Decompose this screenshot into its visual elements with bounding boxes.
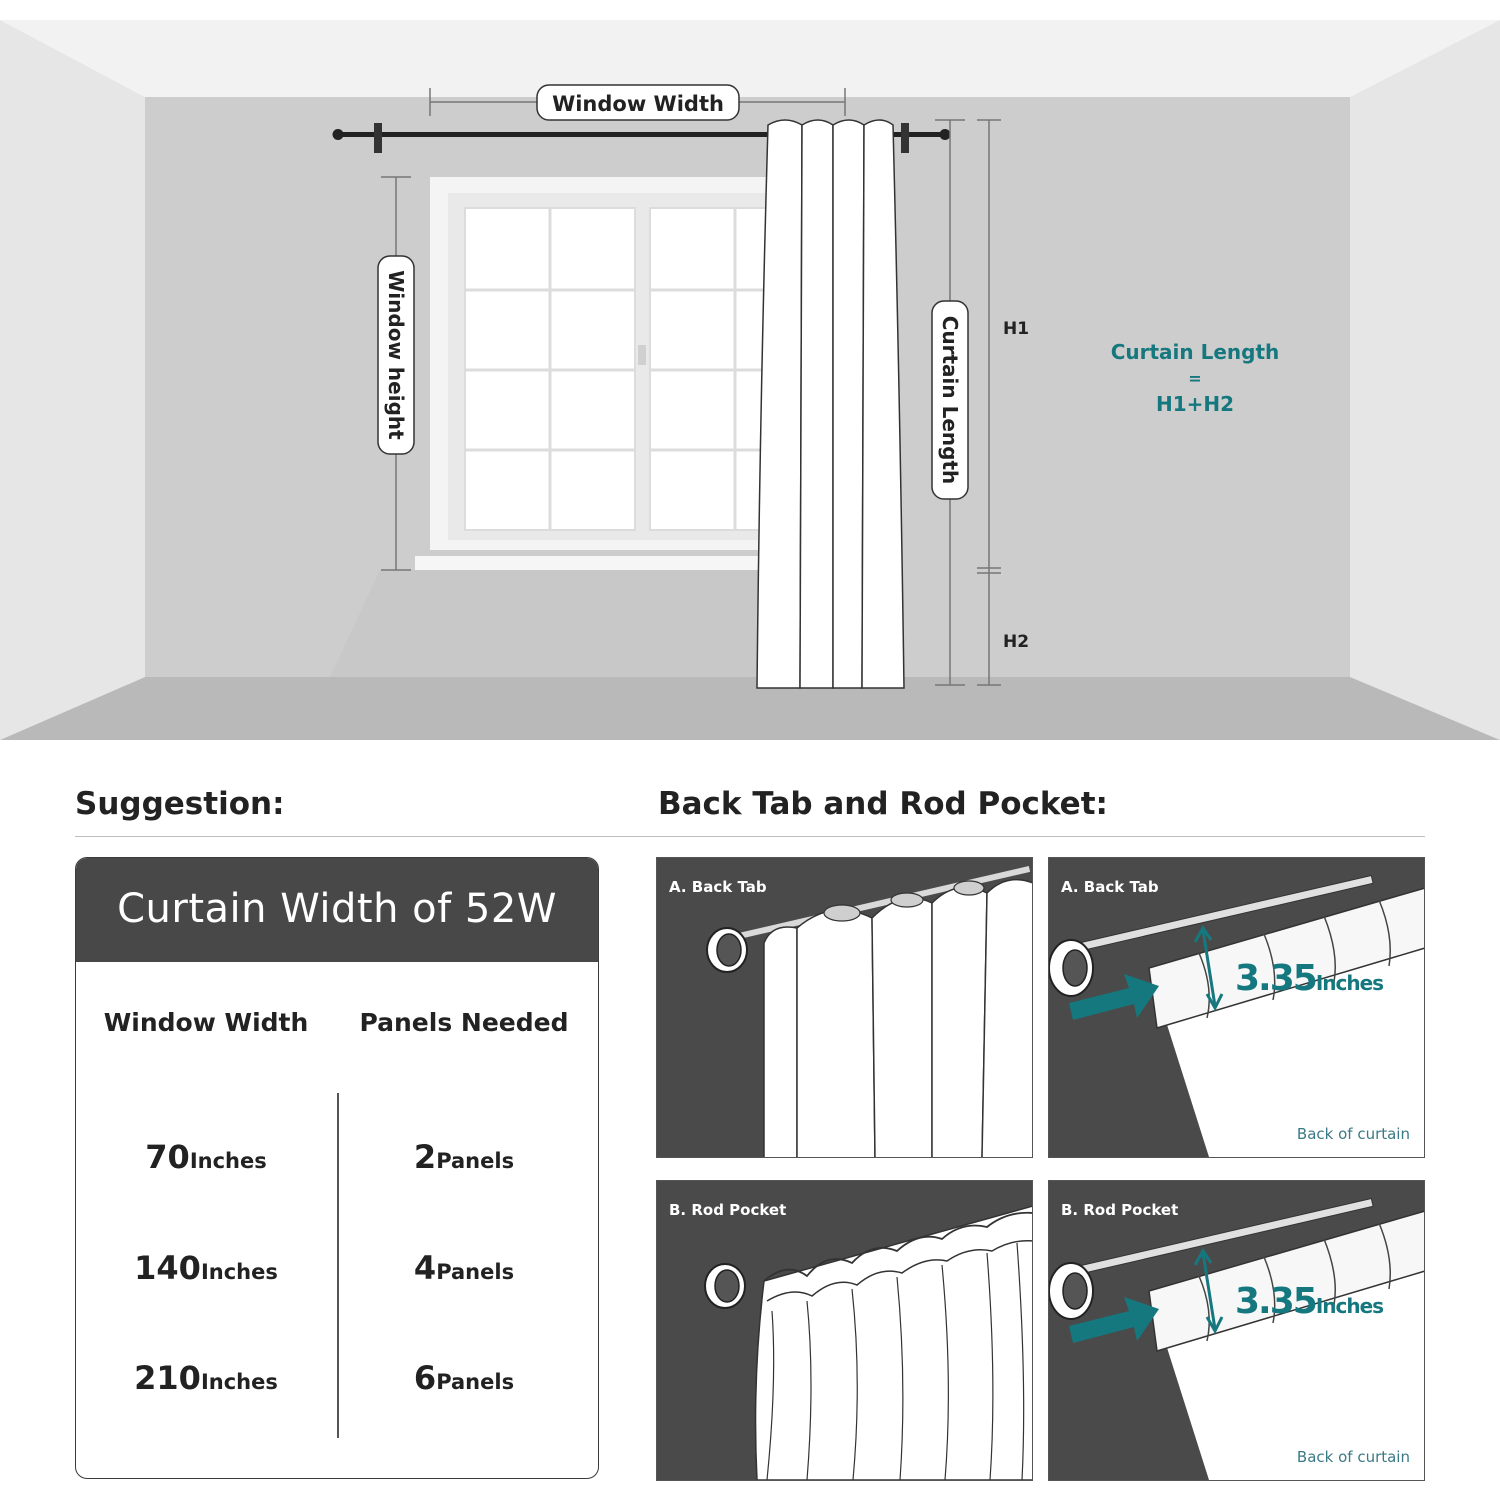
column-header-panels-needed: Panels Needed <box>359 1008 569 1037</box>
table-row-1-width <box>76 1138 336 1176</box>
width-value: 140 <box>134 1249 201 1287</box>
panels-value: 4 <box>413 1249 437 1287</box>
rod-pocket-front-illustration <box>657 1181 1032 1480</box>
measurement-label <box>1235 958 1383 999</box>
room-diagram <box>0 0 1500 740</box>
table-row-3-panels <box>334 1359 594 1397</box>
formula-line-3: H1+H2 <box>1155 392 1235 416</box>
curtain-length-label: Curtain Length <box>938 315 962 485</box>
back-tab-rod-pocket-heading: Back Tab and Rod Pocket: <box>658 786 1108 822</box>
h1-label: H1 <box>1003 319 1030 339</box>
window-height-label: Window height <box>384 270 408 440</box>
left-wall <box>0 20 145 740</box>
formula-line-1: Curtain Length <box>1110 340 1280 364</box>
measurement-unit: Inches <box>1315 1294 1384 1318</box>
back-tab-front-panel <box>656 857 1033 1158</box>
measurement-label <box>1235 1281 1383 1322</box>
panel-title: A. Back Tab <box>1061 878 1159 896</box>
h2-label: H2 <box>1003 632 1030 652</box>
back-of-curtain-note: Back of curtain <box>1296 1448 1410 1466</box>
width-value: 210 <box>134 1359 201 1397</box>
rod-pocket-back-panel <box>1048 1180 1425 1481</box>
measurement-value: 3.35 <box>1235 1281 1316 1322</box>
window <box>415 177 775 570</box>
panels-unit: Panels <box>436 1149 515 1173</box>
back-tab-front-illustration <box>657 858 1032 1157</box>
table-row-2-panels <box>334 1249 594 1287</box>
width-unit: Inches <box>189 1149 267 1173</box>
panel-title: B. Rod Pocket <box>1061 1201 1179 1219</box>
back-tab-back-panel <box>1048 857 1425 1158</box>
width-unit: Inches <box>200 1370 278 1394</box>
right-wall <box>1350 20 1500 740</box>
suggestion-heading: Suggestion: <box>75 786 285 822</box>
rod-pocket-back-illustration <box>1049 1181 1424 1480</box>
back-of-curtain-note: Back of curtain <box>1296 1125 1410 1143</box>
panels-unit: Panels <box>436 1260 515 1284</box>
panel-suggestion-table <box>75 857 599 1479</box>
panel-title: A. Back Tab <box>669 878 767 896</box>
window-width-label: Window Width <box>552 92 724 116</box>
width-unit: Inches <box>200 1260 278 1284</box>
panels-value: 6 <box>413 1359 437 1397</box>
back-tab-back-illustration <box>1049 858 1424 1157</box>
width-value: 70 <box>145 1138 190 1176</box>
panels-unit: Panels <box>436 1370 515 1394</box>
table-row-2-width <box>76 1249 336 1287</box>
ceiling <box>0 20 1500 97</box>
floor <box>0 677 1500 740</box>
measurement-value: 3.35 <box>1235 958 1316 999</box>
formula-line-2: = <box>1188 369 1202 388</box>
panel-title: B. Rod Pocket <box>669 1201 787 1219</box>
table-row-1-panels <box>334 1138 594 1176</box>
table-header <box>76 858 598 962</box>
section-divider <box>75 836 1425 837</box>
column-header-window-width: Window Width <box>103 1008 309 1037</box>
measurement-unit: Inches <box>1315 971 1384 995</box>
table-row-3-width <box>76 1359 336 1397</box>
rod-pocket-front-panel <box>656 1180 1033 1481</box>
curtain-panel <box>757 120 904 688</box>
table-title: Curtain Width of 52W <box>117 886 557 932</box>
panels-value: 2 <box>413 1138 437 1176</box>
